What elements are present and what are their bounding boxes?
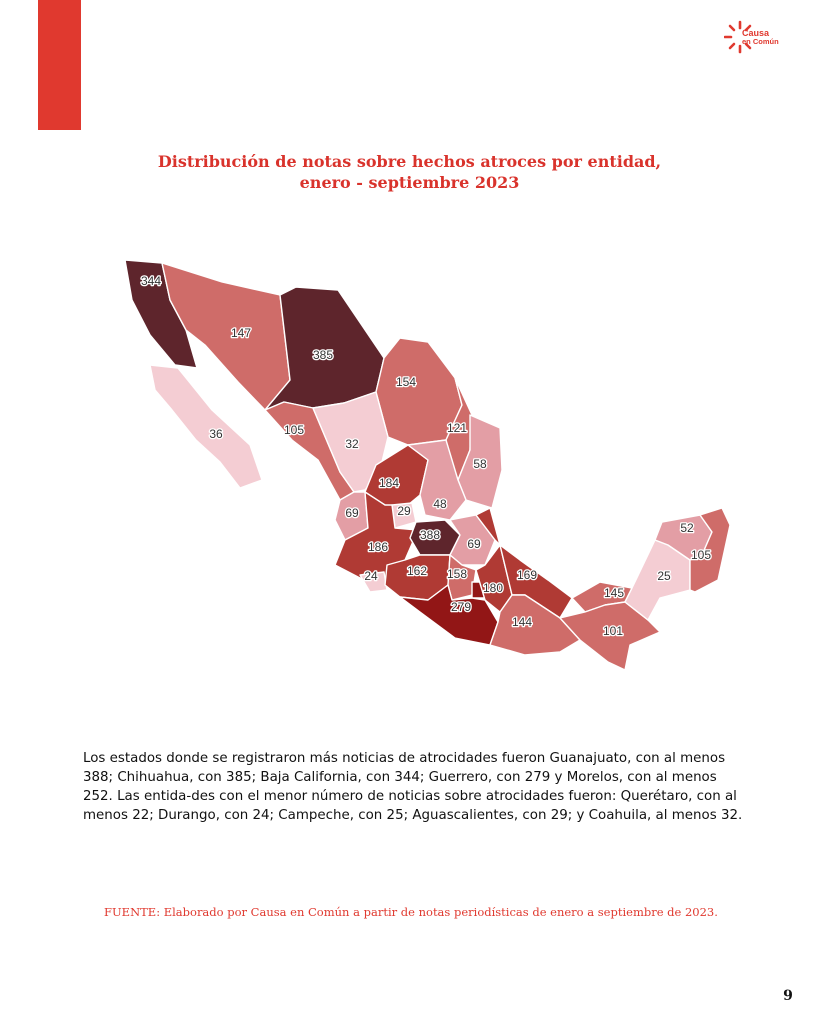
source-note: FUENTE: Elaborado por Causa en Común a partir de notas periodísticas de enero a septiembre de 2023. — [104, 905, 718, 919]
mexico-choropleth-map — [80, 250, 760, 690]
map-label: 105 — [283, 423, 305, 438]
map-label: 25 — [657, 569, 671, 584]
map-label: 29 — [397, 504, 411, 519]
map-label: 48 — [433, 497, 447, 512]
map-label: 58 — [473, 457, 487, 472]
body-paragraph: Los estados donde se registraron más noticias de atrocidades fueron Guanajuato, con al menos 388; Chihuahua, con 385; Baja California, con 344; Guerrero, con 279 y Morelos, con al menos 252. Las entida-des con el menor número de noticias sobre atrocidades fueron: Querétaro, con al menos 22; Durango, con 24; Campeche, con 25; Aguascalientes, con 29; y Coahuila, al menos 32. — [83, 751, 743, 823]
map-label: 344 — [140, 274, 162, 289]
accent-bar — [38, 0, 81, 130]
map-label: 105 — [690, 548, 712, 563]
map-label: 144 — [511, 615, 533, 630]
page-number: 9 — [783, 988, 793, 1004]
logo-text-line1: Causa — [742, 28, 770, 38]
map-label: 184 — [378, 476, 400, 491]
map-label: 147 — [230, 326, 252, 341]
map-label: 169 — [516, 568, 538, 583]
map-label: 36 — [209, 427, 223, 442]
map-label: 52 — [680, 521, 694, 536]
map-label: 162 — [406, 564, 428, 579]
map-title-line1: Distribución de notas sobre hechos atroces por entidad, — [157, 152, 662, 171]
map-label: 385 — [312, 348, 334, 363]
causa-en-comun-logo — [724, 20, 786, 62]
map-label: 186 — [367, 540, 389, 555]
logo-text-line2: en Común — [742, 37, 779, 46]
map-label: 101 — [602, 624, 624, 639]
map-label: 180 — [482, 581, 504, 596]
map-label: 24 — [364, 569, 378, 584]
map-label: 158 — [446, 567, 468, 582]
map-label: 32 — [345, 437, 359, 452]
map-label: 69 — [467, 537, 481, 552]
map-label: 279 — [450, 600, 472, 615]
map-label: 154 — [395, 375, 417, 390]
map-label: 69 — [345, 506, 359, 521]
map-label: 121 — [446, 421, 468, 436]
map-label: 388 — [419, 528, 441, 543]
map-title-line2: enero - septiembre 2023 — [299, 173, 520, 192]
map-label: 145 — [603, 586, 625, 601]
